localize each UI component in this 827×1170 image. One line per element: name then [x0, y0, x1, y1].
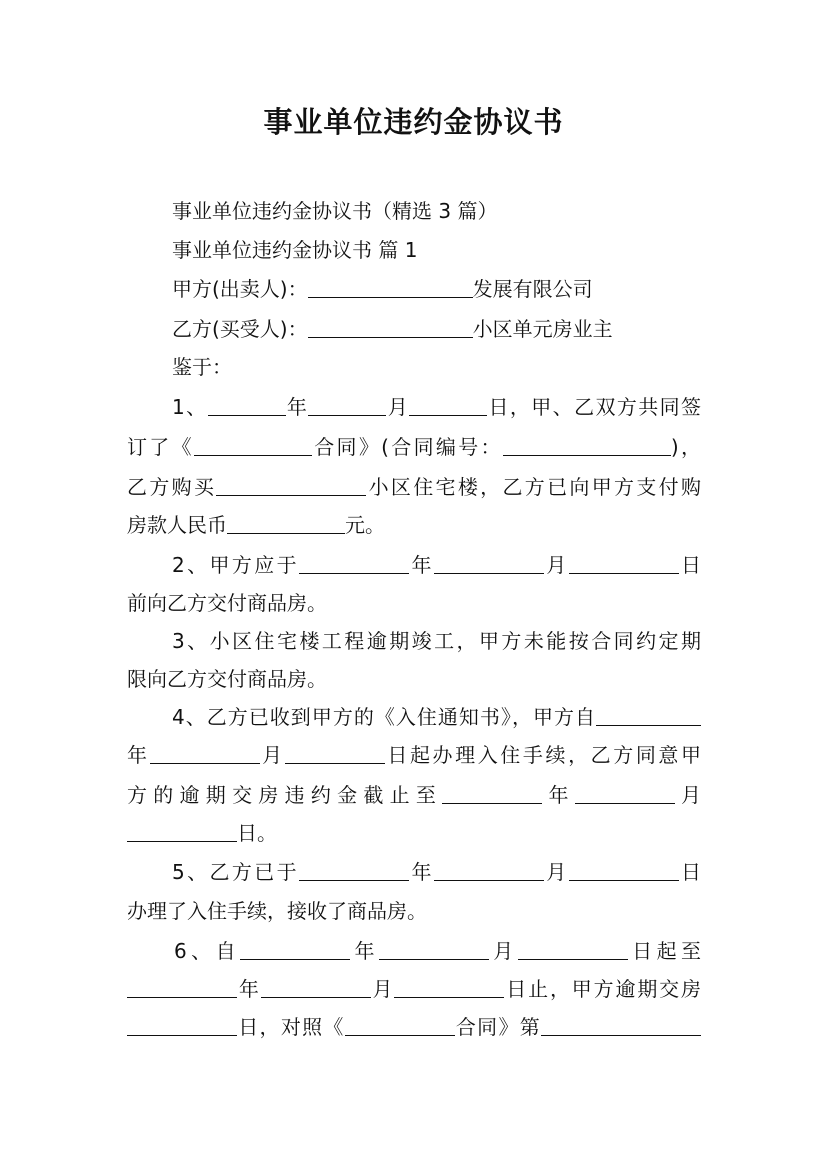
clause-text: 月: [488, 939, 518, 963]
clause-text: 5、乙方已于: [172, 860, 300, 884]
clause-1-line-1: [172, 392, 701, 422]
chapter-heading-line: [172, 235, 417, 265]
whereas-line: [172, 352, 232, 382]
blank-field: [261, 975, 371, 998]
clause-3-line-1: [172, 626, 701, 656]
clause-text: 日起办理入住手续，乙方同意甲: [384, 743, 702, 767]
clause-text: 方的逾期交房违约金截止至: [127, 783, 443, 807]
chapter-heading-text: 事业单位违约金协议书 篇 1: [172, 238, 418, 262]
clause-text: 日起至: [627, 939, 702, 963]
clause-text: 3、小区住宅楼工程逾期竣工，甲方未能按合同约定期: [172, 629, 701, 653]
clause-text: 年: [237, 977, 261, 1001]
blank-field: [127, 1013, 237, 1036]
document-title: 事业单位违约金协议书: [263, 105, 564, 139]
clause-6-line-2: [127, 974, 701, 1004]
clause-text: 日，甲、乙双方共同签: [487, 395, 702, 419]
clause-text: 日，对照《: [237, 1015, 345, 1039]
blank-field: [569, 551, 679, 574]
party-a-line: [172, 274, 593, 304]
clause-text: 月: [259, 743, 285, 767]
whereas-text: 鉴于：: [172, 355, 232, 379]
clause-4-line-2: [127, 740, 701, 770]
clause-2-line-2: [127, 588, 701, 618]
clause-4-line-4: [127, 818, 701, 848]
clause-text: 日。: [237, 821, 277, 845]
clause-1-line-4: [127, 510, 701, 540]
party-a-company: 发展有限公司: [472, 277, 593, 301]
clause-text: 6、自: [174, 939, 241, 963]
clause-text: 年: [542, 783, 575, 807]
party-a-label: 甲方(出卖人)：: [172, 277, 308, 301]
blank-field: [194, 433, 312, 456]
clause-text: 月: [543, 860, 569, 884]
clause-text: 年: [127, 743, 150, 767]
clause-6-line-3: [127, 1012, 701, 1042]
clause-1-line-2: [127, 432, 701, 462]
blank-field: [394, 975, 504, 998]
party-b-label: 乙方(买受人)：: [172, 317, 308, 341]
subtitle-line: [172, 196, 497, 226]
clause-text: 前向乙方交付商品房。: [127, 591, 327, 615]
clause-6-line-1: [174, 936, 701, 966]
blank-field: [127, 975, 237, 998]
clause-text: 月: [370, 977, 395, 1001]
party-b-owner: 小区单元房业主: [472, 317, 613, 341]
clause-text: 年: [409, 860, 434, 884]
clause-text: )，: [670, 435, 701, 459]
blank-field: [308, 315, 473, 338]
clause-text: 合同》(合同编号：: [311, 435, 503, 459]
blank-field: [208, 393, 286, 416]
blank-field: [299, 858, 409, 881]
clause-text: 乙方购买: [127, 475, 217, 499]
clause-text: 年: [409, 553, 434, 577]
clause-text: 年: [285, 395, 309, 419]
clause-text: 1、: [172, 395, 208, 419]
blank-field: [503, 433, 671, 456]
clause-text: 月: [674, 783, 702, 807]
blank-field: [434, 858, 544, 881]
blank-field: [575, 781, 675, 804]
blank-field: [308, 275, 473, 298]
party-b-line: [172, 314, 613, 344]
clause-text: 4、乙方已收到甲方的《入住通知书》，甲方自: [172, 705, 596, 729]
clause-text: 年: [350, 939, 379, 963]
blank-field: [299, 551, 409, 574]
blank-field: [379, 937, 489, 960]
clause-text: 2、甲方应于: [172, 553, 300, 577]
clause-text: 月: [386, 395, 410, 419]
blank-field: [150, 741, 260, 764]
clause-text: 订了《: [127, 435, 194, 459]
clause-2-line-1: [172, 550, 701, 580]
blank-field: [240, 937, 350, 960]
blank-field: [285, 741, 385, 764]
blank-field: [227, 511, 345, 534]
blank-field: [127, 819, 237, 842]
blank-field: [308, 393, 386, 416]
blank-field: [541, 1013, 701, 1036]
clause-text: 日: [678, 860, 702, 884]
clause-3-line-2: [127, 664, 701, 694]
clause-text: 合同》第: [454, 1015, 542, 1039]
clause-text: 月: [543, 553, 569, 577]
clause-text: 日: [678, 553, 702, 577]
blank-field: [442, 781, 542, 804]
clause-5-line-2: [127, 896, 701, 926]
blank-field: [596, 703, 701, 726]
clause-5-line-1: [172, 857, 701, 887]
clause-text: 小区住宅楼，乙方已向甲方支付购: [366, 475, 702, 499]
clause-4-line-1: [172, 702, 701, 732]
clause-text: 日止，甲方逾期交房: [504, 977, 702, 1001]
blank-field: [569, 858, 679, 881]
blank-field: [518, 937, 628, 960]
blank-field: [434, 551, 544, 574]
clause-text: 元。: [345, 513, 385, 537]
clause-1-line-3: [127, 472, 701, 502]
subtitle-text: 事业单位违约金协议书（精选 3 篇）: [172, 199, 498, 223]
clause-text: 房款人民币: [127, 513, 227, 537]
blank-field: [345, 1013, 455, 1036]
blank-field: [216, 473, 366, 496]
blank-field: [409, 393, 487, 416]
clause-text: 办理了入住手续，接收了商品房。: [127, 899, 427, 923]
clause-4-line-3: [127, 780, 701, 810]
clause-text: 限向乙方交付商品房。: [127, 667, 327, 691]
